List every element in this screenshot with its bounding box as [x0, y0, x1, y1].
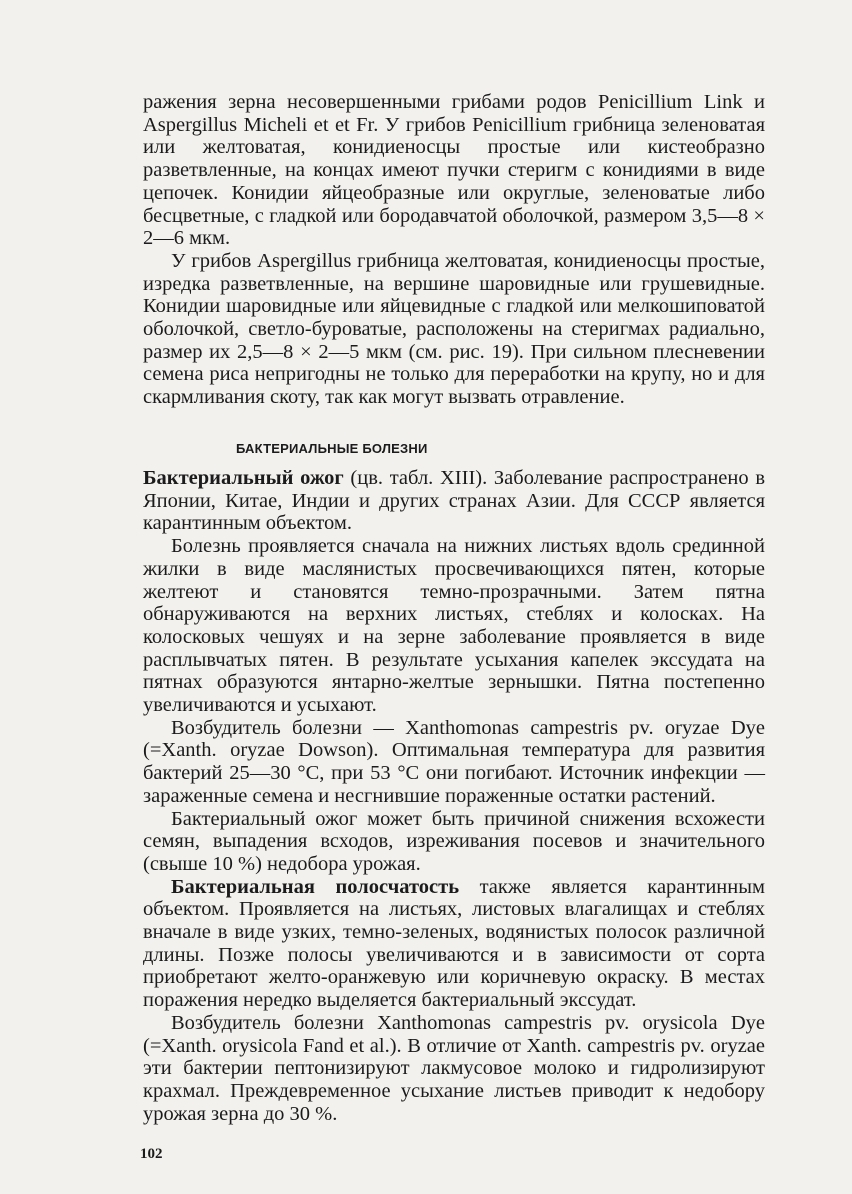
paragraph-pathogen-blight: Возбудитель болезни — Xanthomonas campestris pv. oryzae Dye (=Xanth. oryzae Dowson). Оптимальная температура для развития бактерий 25—30 °С, при 53 °С они погибают. Источник инфекции — зараженные семена и несгнившие пораженные остатки растений.	[143, 716, 765, 807]
paragraph-bacterial-streak-text: также является карантинным объектом. Проявляется на листьях, листовых влагалищах и стеблях вначале в виде узких, темно-зеленых, водянистых полосок различной длины. Позже полосы увеличиваются и в зависимости от сорта приобретают желто-оранжевую или коричневую окраску. В местах поражения нередко выделяется бактериальный экссудат.	[143, 875, 765, 1012]
top-text-block	[143, 91, 765, 409]
paragraph-aspergillus: У грибов Aspergillus грибница желтоватая, конидиеносцы простые, изредка разветвленные, на вершине шаровидные или грушевидные. Конидии шаровидные или яйцевидные с гладкой или мелкошиповатой оболочкой, светло-буроватые, расположены на стеригмах радиально, размер их 2,5—8 × 2—5 мкм (см. рис. 19). При сильном плесневении семена риса непригодны не только для переработки на крупу, но и для скармливания скоту, так как могут вызвать отравление.	[143, 249, 765, 409]
term-bacterial-blight: Бактериальный ожог	[143, 467, 344, 489]
paragraph-damage: Бактериальный ожог может быть причиной снижения всхожести семян, выпадения всходов, изреживания посевов и значительного (свыше 10 %) недобора урожая.	[143, 807, 765, 875]
paragraph-bacterial-blight	[143, 467, 765, 535]
paragraph-bacterial-streak	[143, 876, 765, 1012]
paragraph-symptoms: Болезнь проявляется сначала на нижних листьях вдоль срединной жилки в виде маслянистых просвечивающихся пятен, которые желтеют и становятся темно-прозрачными. Затем пятна обнаруживаются на верхних листьях, стеблях и колосках. На колосковых чешуях и на зерне заболевание проявляется в виде расплывчатых пятен. В результате усыхания капелек экссудата на пятнах образуются янтарно-желтые зернышки. Пятна постепенно увеличиваются и усыхают.	[143, 535, 765, 717]
section-heading: БАКТЕРИАЛЬНЫЕ БОЛЕЗНИ	[236, 441, 428, 456]
page-number: 102	[140, 1146, 163, 1162]
term-bacterial-streak: Бактериальная полосчатость	[171, 875, 460, 898]
paragraph-bacterial-blight-text: (цв. табл. XIII). Заболевание распространено в Японии, Китае, Индии и других странах Азии. Для СССР является карантинным объектом.	[143, 467, 765, 535]
paragraph-continuation: ражения зерна несовершенными грибами родов Penicillium Link и Aspergillus Micheli et et Fr. У грибов Penicillium грибница зеленоватая или желтоватая, конидиеносцы простые или кистеобразно разветвленные, на концах имеют пучки стеригм с конидиями в виде цепочек. Конидии яйцеобразные или округлые, зеленоватые либо бесцветные, с гладкой или бородавчатой оболочкой, размером 3,5—8 × 2—6 мкм.	[143, 91, 765, 250]
section-text-block	[143, 467, 765, 1125]
paragraph-pathogen-streak: Возбудитель болезни Xanthomonas campestris pv. orysicola Dye (=Xanth. orysicola Fand et al.). В отличие от Xanth. campestris pv. oryzae эти бактерии пептонизируют лакмусовое молоко и гидролизируют крахмал. Преждевременное усыхание листьев приводит к недобору урожая зерна до 30 %.	[143, 1011, 765, 1125]
